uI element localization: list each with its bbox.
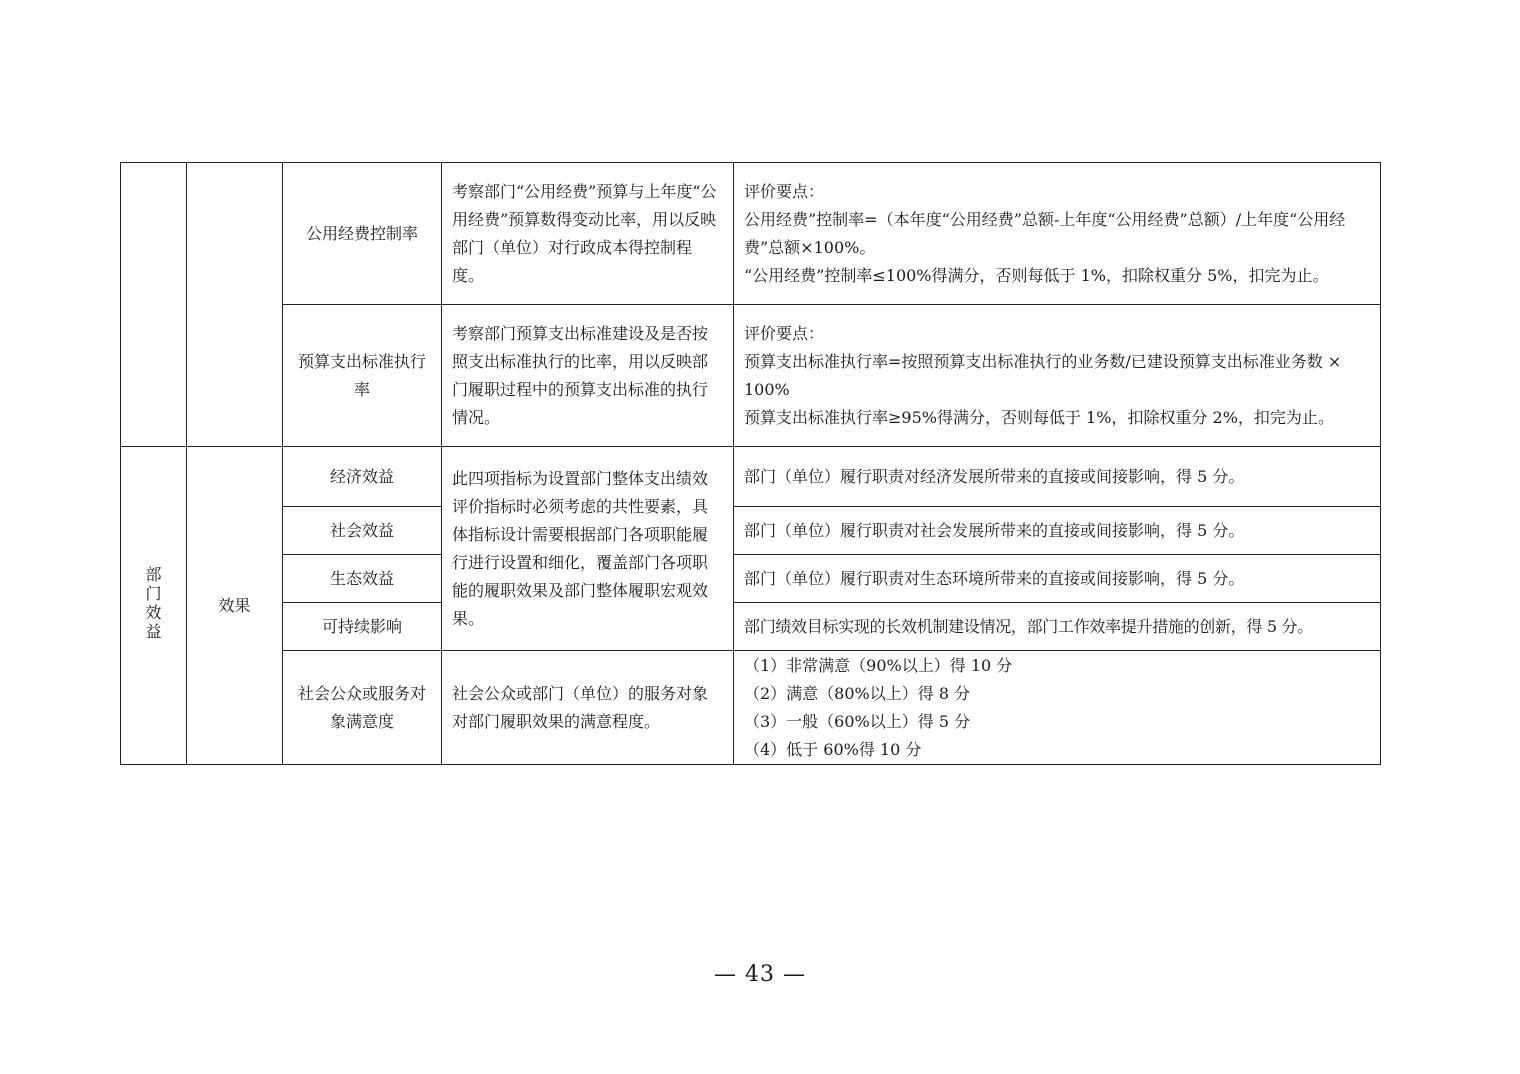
criteria-cell [734,651,1381,765]
indicator-cell: 可持续影响 [283,603,442,651]
evaluation-table [120,162,1381,765]
indicator-cell: 社会效益 [283,507,442,555]
description-cell: 考察部门预算支出标准建设及是否按照支出标准执行的比率，用以反映部门履职过程中的预算支出标准的执行情况。 [442,305,734,447]
criteria-line: 预算支出标准执行率≥95%得满分，否则每低于 1%，扣除权重分 2%，扣完为止。 [744,407,1334,427]
description-cell: 考察部门“公用经费”预算与上年度“公用经费”预算数得变动比率，用以反映部门（单位）对行政成本得控制程度。 [442,163,734,305]
subcategory-cell: 效果 [187,447,283,765]
category-cell-empty [121,163,187,447]
indicator-cell: 公用经费控制率 [283,163,442,305]
table-row [121,651,1381,765]
table-row [121,507,1381,555]
criteria-line: （3）一般（60%以上）得 5 分 [744,711,971,731]
indicator-cell: 经济效益 [283,447,442,507]
criteria-line: 评价要点： [744,323,825,343]
criteria-line: 公用经费”控制率=（本年度“公用经费”总额-上年度“公用经费”总额）/上年度“公用经费”总额×100%。 [744,209,1346,257]
table-row [121,447,1381,507]
table-row [121,163,1381,305]
table-row [121,555,1381,603]
subcategory-cell-empty [187,163,283,447]
table-row [121,603,1381,651]
category-label: 部门效益 [145,565,162,641]
indicator-cell: 生态效益 [283,555,442,603]
criteria-cell [734,163,1381,305]
page-number: — 43 — [714,962,806,987]
description-cell: 社会公众或部门（单位）的服务对象对部门履职效果的满意程度。 [442,651,734,765]
criteria-line: 评价要点： [744,181,825,201]
shared-description-cell: 此四项指标为设置部门整体支出绩效评价指标时必须考虑的共性要素，具体指标设计需要根据部门各项职能履行进行设置和细化，覆盖部门各项职能的履职效果及部门整体履职宏观效果。 [442,447,734,651]
criteria-line: （4）低于 60%得 10 分 [744,739,922,759]
criteria-cell [734,305,1381,447]
table-row [121,305,1381,447]
category-cell [121,447,187,765]
criteria-line: （1）非常满意（90%以上）得 10 分 [744,655,1013,675]
criteria-line: 预算支出标准执行率=按照预算支出标准执行的业务数/已建设预算支出标准业务数 × 100% [744,351,1342,399]
indicator-cell: 预算支出标准执行率 [283,305,442,447]
criteria-cell: 部门（单位）履行职责对生态环境所带来的直接或间接影响，得 5 分。 [734,555,1381,603]
criteria-line: （2）满意（80%以上）得 8 分 [744,683,971,703]
criteria-cell: 部门（单位）履行职责对经济发展所带来的直接或间接影响，得 5 分。 [734,447,1381,507]
indicator-cell: 社会公众或服务对象满意度 [283,651,442,765]
criteria-line: “公用经费”控制率≤100%得满分，否则每低于 1%，扣除权重分 5%，扣完为止。 [744,265,1329,285]
criteria-cell: 部门（单位）履行职责对社会发展所带来的直接或间接影响，得 5 分。 [734,507,1381,555]
criteria-cell: 部门绩效目标实现的长效机制建设情况，部门工作效率提升措施的创新，得 5 分。 [734,603,1381,651]
